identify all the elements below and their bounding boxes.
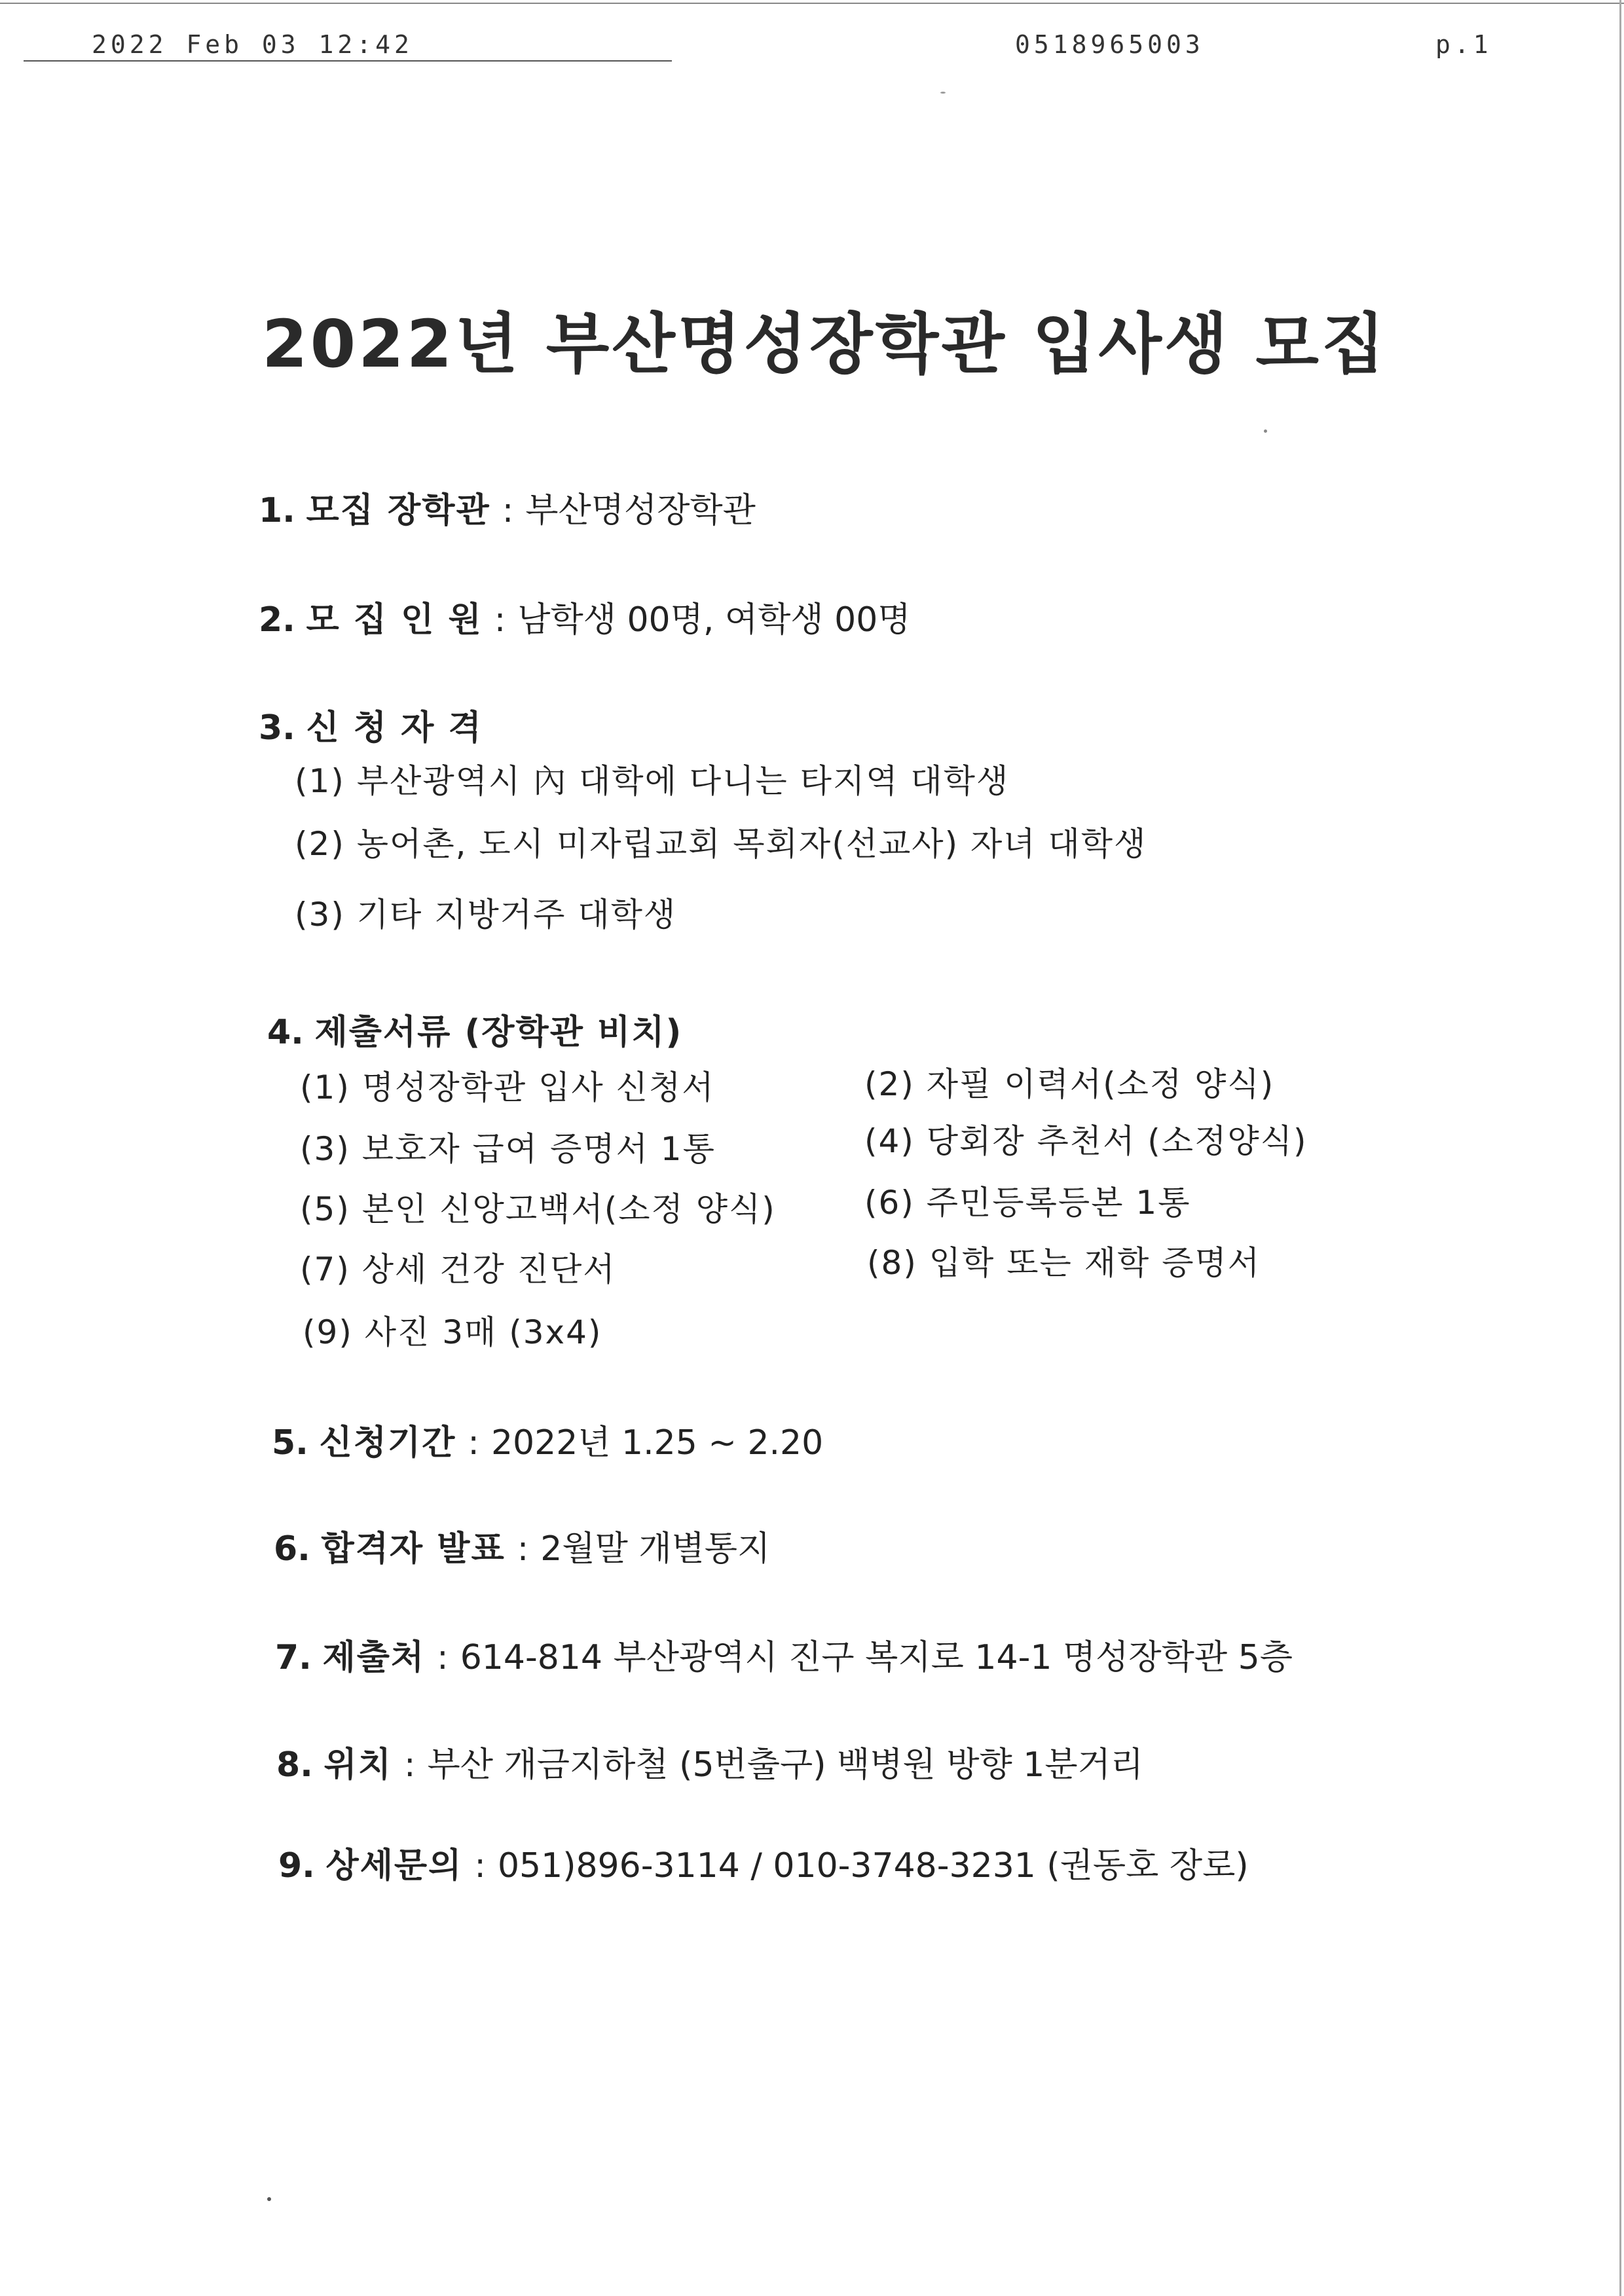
- section-label: 신청기간: [319, 1423, 456, 1463]
- section-number: 8.: [276, 1745, 313, 1785]
- scan-speck: [1264, 429, 1267, 433]
- document-title: 2022년 부산명성장학관 입사생 모집: [262, 306, 1388, 382]
- document-item: (5) 본인 신앙고백서(소정 양식): [300, 1190, 776, 1228]
- section-separator: :: [437, 1638, 449, 1677]
- section-value: 2022년 1.25 ~ 2.20: [490, 1423, 824, 1463]
- section-separator: :: [403, 1745, 416, 1785]
- section-value: 051)896-3114 / 010-3748-3231 (권동호 장로): [497, 1846, 1249, 1886]
- page-top-border: [0, 3, 1624, 4]
- scan-speck: [267, 2197, 271, 2201]
- section-separator: :: [468, 1423, 479, 1463]
- eligibility-item: (2) 농어촌, 도시 미자립교회 목회자(선교사) 자녀 대학생: [295, 825, 1147, 863]
- section-value: 부산명성장학관: [525, 491, 756, 530]
- section-label: 합격자 발표: [321, 1529, 506, 1569]
- section-4-required-documents: [267, 1011, 682, 1053]
- document-item: (7) 상세 건강 진단서: [300, 1250, 616, 1288]
- section-value: 남학생 00명, 여학생 00명: [517, 600, 911, 640]
- section-1-recruiting-dorm: [259, 490, 756, 532]
- section-number: 3.: [259, 708, 295, 748]
- section-number: 9.: [278, 1846, 315, 1886]
- section-label: 모 집 인 원: [306, 600, 483, 640]
- section-5-application-period: [272, 1422, 823, 1464]
- section-3-eligibility: [259, 707, 483, 749]
- section-number: 2.: [259, 600, 295, 640]
- document-item: (3) 보호자 급여 증명서 1통: [300, 1130, 716, 1168]
- section-label: 제출처: [322, 1638, 426, 1677]
- section-separator: :: [517, 1529, 529, 1569]
- document-item: (2) 자필 이력서(소정 양식): [864, 1065, 1275, 1103]
- section-number: 4.: [267, 1013, 304, 1052]
- section-separator: :: [474, 1846, 486, 1886]
- section-number: 5.: [272, 1423, 308, 1463]
- document-item: (6) 주민등록등본 1통: [864, 1184, 1191, 1222]
- document-item: (1) 명성장학관 입사 신청서: [300, 1068, 715, 1106]
- section-label: 모집 장학관: [306, 491, 490, 530]
- section-label: 제출서류 (장학관 비치): [314, 1013, 683, 1052]
- page-right-border: [1619, 0, 1621, 2296]
- section-7-submission-address: [275, 1637, 1293, 1679]
- eligibility-item: (3) 기타 지방거주 대학생: [295, 896, 677, 934]
- eligibility-item: (1) 부산광역시 內 대학에 다니는 타지역 대학생: [295, 762, 1010, 800]
- document-item: (9) 사진 3매 (3x4): [303, 1313, 602, 1351]
- section-number: 7.: [275, 1638, 312, 1677]
- section-value: 2월말 개별통지: [540, 1529, 771, 1569]
- document-item: (4) 당회장 추천서 (소정양식): [864, 1122, 1308, 1160]
- fax-header-rule: [24, 60, 672, 62]
- section-label: 신 청 자 격: [306, 708, 483, 748]
- fax-header: [0, 30, 1624, 69]
- section-value: 614-814 부산광역시 진구 복지로 14-1 명성장학관 5층: [460, 1638, 1293, 1677]
- section-label: 상세문의: [325, 1846, 463, 1886]
- scan-speck: [940, 92, 946, 94]
- section-6-announcement: [274, 1528, 770, 1570]
- section-2-recruit-count: [259, 599, 911, 641]
- section-value: 부산 개금지하철 (5번출구) 백병원 방향 1분거리: [427, 1745, 1144, 1785]
- section-label: 위치: [323, 1745, 392, 1785]
- section-9-contact: [278, 1845, 1249, 1887]
- section-8-location: [276, 1744, 1143, 1786]
- section-separator: :: [494, 600, 506, 640]
- section-separator: :: [502, 491, 514, 530]
- fax-page-number: p.1: [1435, 30, 1492, 59]
- section-number: 6.: [274, 1529, 310, 1569]
- fax-datetime: 2022 Feb 03 12:42: [92, 30, 413, 59]
- document-item: (8) 입학 또는 재학 증명서: [867, 1244, 1261, 1282]
- section-number: 1.: [259, 491, 295, 530]
- fax-number: 0518965003: [1015, 30, 1204, 59]
